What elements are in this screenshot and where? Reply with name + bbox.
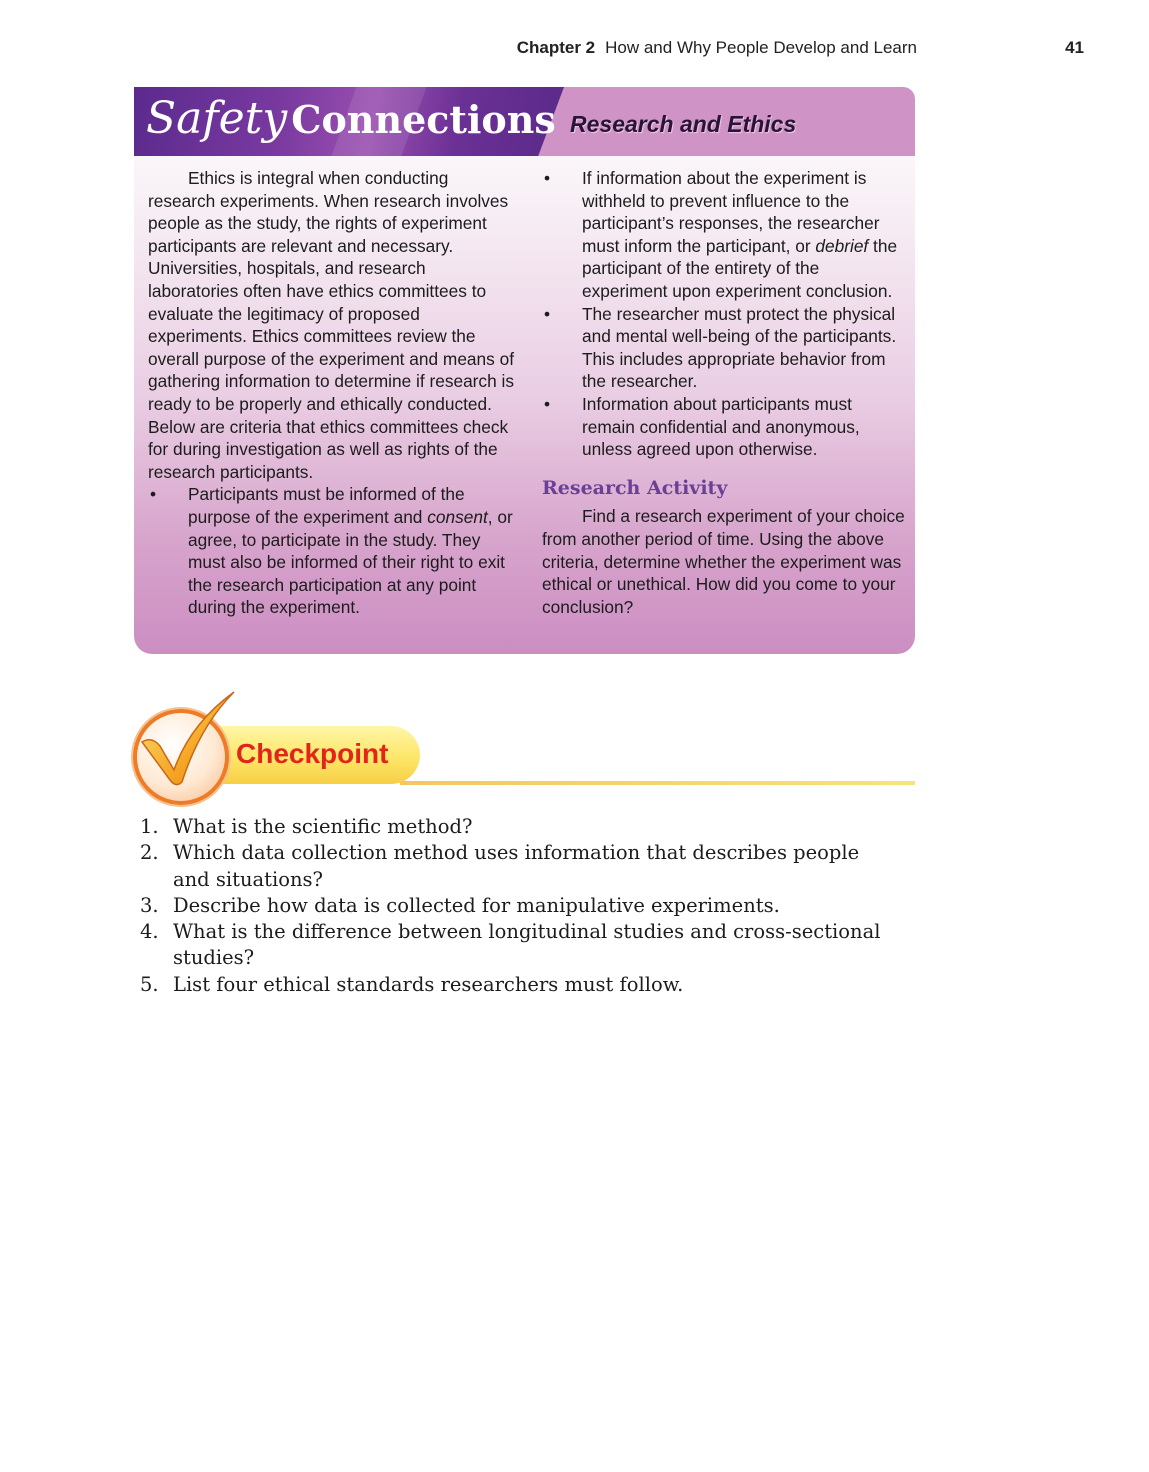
safety-subtitle: Research and Ethics: [570, 111, 797, 137]
checkpoint-rule: [400, 781, 915, 785]
criteria-list-right: [542, 167, 906, 461]
safety-left-column: [148, 167, 520, 619]
safety-title: [146, 93, 556, 144]
safety-right-column: [542, 167, 906, 618]
list-item: 4. What is the difference between longitudinal studies and cross-sectional studies?: [140, 920, 881, 970]
list-item: • If information about the experiment is withheld to prevent influence to the participant’s responses, the researcher must inform the participant, or debrief the participant of the entirety of the experiment upon experiment conclusion.: [542, 167, 906, 303]
checkpoint-questions: [140, 814, 900, 998]
safety-title-italic: Safety: [146, 93, 288, 144]
running-head: [0, 38, 917, 58]
list-item: 5. List four ethical standards researchers must follow.: [140, 972, 684, 996]
criteria-list-left: [148, 483, 520, 619]
list-item: 1. What is the scientific method?: [140, 815, 473, 838]
safety-header: [134, 87, 915, 156]
chapter-title: How and Why People Develop and Learn: [605, 38, 917, 57]
safety-title-bold: Connections: [291, 97, 556, 142]
safety-connections-box: [134, 87, 915, 654]
list-item: 3. Describe how data is collected for manipulative experiments.: [140, 893, 780, 917]
page-number: 41: [1065, 38, 1084, 57]
list-item: • The researcher must protect the physical and mental well-being of the participants. This includes appropriate behavior from the researcher.: [542, 303, 906, 393]
research-activity-text: Find a research experiment of your choice from another period of time. Using the above criteria, determine whether the experiment was ethical or unethical. How did you come to your conclusion?: [542, 506, 905, 617]
list-item: • Information about participants must remain confidential and anonymous, unless agreed upon otherwise.: [542, 393, 906, 461]
checkmark-icon: [130, 690, 240, 790]
list-item: • Participants must be informed of the purpose of the experiment and consent, or agree, to participate in the study. They must also be informed of their right to exit the research participation at any point during the experiment.: [148, 483, 520, 619]
checkpoint-label: Checkpoint: [236, 738, 389, 769]
research-activity-heading: Research Activity: [542, 476, 728, 499]
chapter-label: Chapter 2: [516, 38, 596, 57]
intro-paragraph: Ethics is integral when conducting research experiments. When research involves people as the study, the rights of experiment participants are relevant and necessary. Universities, hospitals, and research laboratories often have ethics committees to evaluate the legitimacy of proposed experiments. Ethics committees review the overall purpose of the experiment and means of gathering information to determine if research is ready to be properly and ethically conducted. Below are criteria that ethics committees check for during investigation as well as rights of the research participants.: [148, 168, 515, 482]
list-item: 2. Which data collection method uses information that describes people and situations?: [140, 841, 860, 891]
